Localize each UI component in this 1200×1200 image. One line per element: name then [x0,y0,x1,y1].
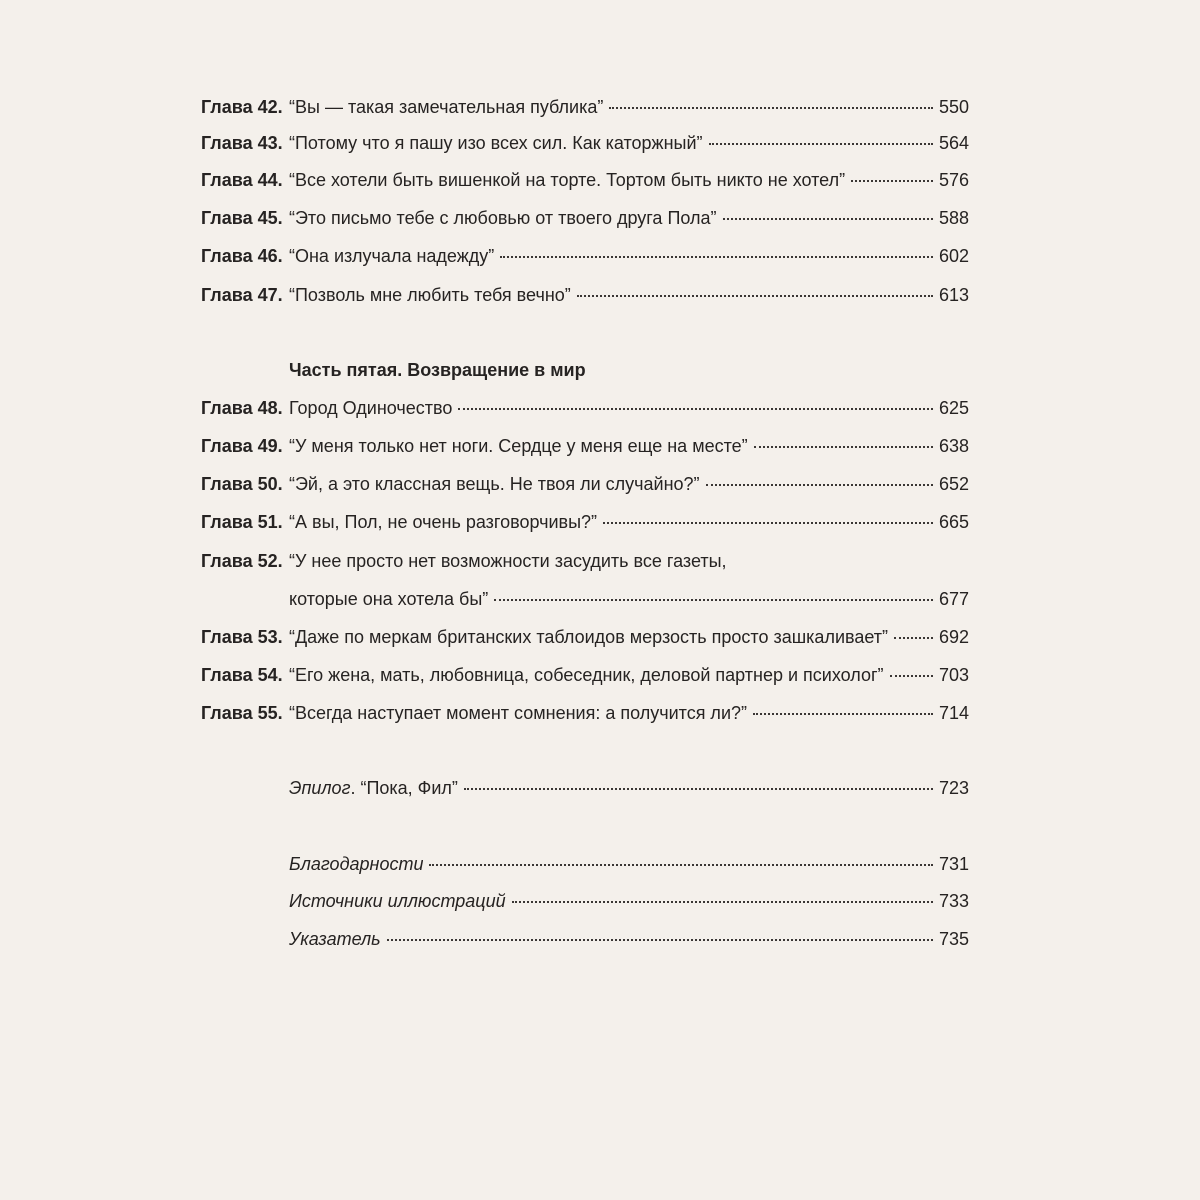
dot-leader [464,788,933,790]
toc-entry [201,241,969,271]
toc-entry-continuation [289,584,969,614]
epilogue-subtitle: . “Пока, Фил” [350,778,458,798]
page-number: 588 [938,208,969,228]
page-number: 731 [938,854,969,874]
toc-entry [201,507,969,537]
dot-leader [709,143,933,145]
toc-entry [201,92,969,122]
page-number: 550 [938,97,969,117]
chapter-number: Глава 45. [201,208,283,228]
toc-entry-back-matter [289,886,969,916]
dot-leader [429,864,932,866]
dot-leader [512,901,933,903]
toc-entry [201,431,969,461]
chapter-title-line1: “У нее просто нет возможности засудить все газеты, [289,551,727,571]
back-matter-title: Указатель [289,929,381,949]
dot-leader [577,295,933,297]
toc-entry [201,660,969,690]
toc-entry [201,128,969,158]
chapter-title: “У меня только нет ноги. Сердце у меня еще на месте” [289,436,748,456]
page-number: 638 [938,436,969,456]
chapter-number: Глава 49. [201,436,283,456]
chapter-title: “А вы, Пол, не очень разговорчивы?” [289,512,598,532]
chapter-number: Глава 52. [201,551,283,571]
page-number: 723 [938,778,969,798]
chapter-number: Глава 54. [201,665,283,685]
page-number: 613 [938,285,969,305]
dot-leader [603,522,933,524]
page-number: 665 [938,512,969,532]
page-number: 692 [938,627,969,647]
chapter-title: “Даже по меркам британских таблоидов мерзость просто зашкаливает” [289,627,889,647]
page-number: 564 [938,133,969,153]
dot-leader [706,484,933,486]
page-number: 703 [938,665,969,685]
toc-entry [201,280,969,310]
section-heading: Часть пятая. Возвращение в мир [289,360,586,380]
chapter-number: Глава 43. [201,133,283,153]
page-number: 652 [938,474,969,494]
chapter-number: Глава 46. [201,246,283,266]
epilogue-label: Эпилог [289,778,351,798]
dot-leader [723,218,933,220]
chapter-title: “Все хотели быть вишенкой на торте. Тортом быть никто не хотел” [289,170,846,190]
chapter-number: Глава 48. [201,398,283,418]
toc-entry [201,546,969,576]
dot-leader [754,446,933,448]
toc-entry [201,165,969,195]
chapter-title: “Эй, а это классная вещь. Не твоя ли случайно?” [289,474,700,494]
back-matter-title: Благодарности [289,854,424,874]
dot-leader [458,408,933,410]
dot-leader [387,939,933,941]
toc-entry-back-matter [289,849,969,879]
page-number: 733 [938,891,969,911]
toc-entry-epilogue [289,773,969,803]
chapter-number: Глава 55. [201,703,283,723]
chapter-title: “Позволь мне любить тебя вечно” [289,285,571,305]
chapter-title: “Его жена, мать, любовница, собеседник, деловой партнер и психолог” [289,665,884,685]
page-number: 576 [938,170,969,190]
chapter-title: “Вы — такая замечательная публика” [289,97,604,117]
dot-leader [890,675,933,677]
chapter-number: Глава 47. [201,285,283,305]
epilogue-title [289,773,458,803]
chapter-title: “Потому что я пашу изо всех сил. Как каторжный” [289,133,703,153]
back-matter-title: Источники иллюстраций [289,891,506,911]
chapter-title: “Она излучала надежду” [289,246,495,266]
dot-leader [894,637,933,639]
chapter-title: Город Одиночество [289,398,453,418]
chapter-number: Глава 42. [201,97,283,117]
page-number: 677 [938,589,969,609]
chapter-title: “Всегда наступает момент сомнения: а получится ли?” [289,703,747,723]
toc-entry [201,469,969,499]
dot-leader [500,256,933,258]
toc-entry-back-matter [289,924,969,954]
toc-entry [201,622,969,652]
page-number: 625 [938,398,969,418]
dot-leader [494,599,933,601]
chapter-number: Глава 50. [201,474,283,494]
chapter-title-line2: которые она хотела бы” [289,589,489,609]
dot-leader [753,713,933,715]
dot-leader [609,107,933,109]
page-number: 735 [938,929,969,949]
chapter-number: Глава 51. [201,512,283,532]
toc-entry [201,698,969,728]
toc-entry [201,393,969,423]
chapter-number: Глава 44. [201,170,283,190]
show-through-text [320,322,324,339]
page-number: 602 [938,246,969,266]
chapter-number: Глава 53. [201,627,283,647]
dot-leader [851,180,933,182]
page-number: 714 [938,703,969,723]
chapter-title: “Это письмо тебе с любовью от твоего друга Пола” [289,208,717,228]
toc-entry [201,203,969,233]
